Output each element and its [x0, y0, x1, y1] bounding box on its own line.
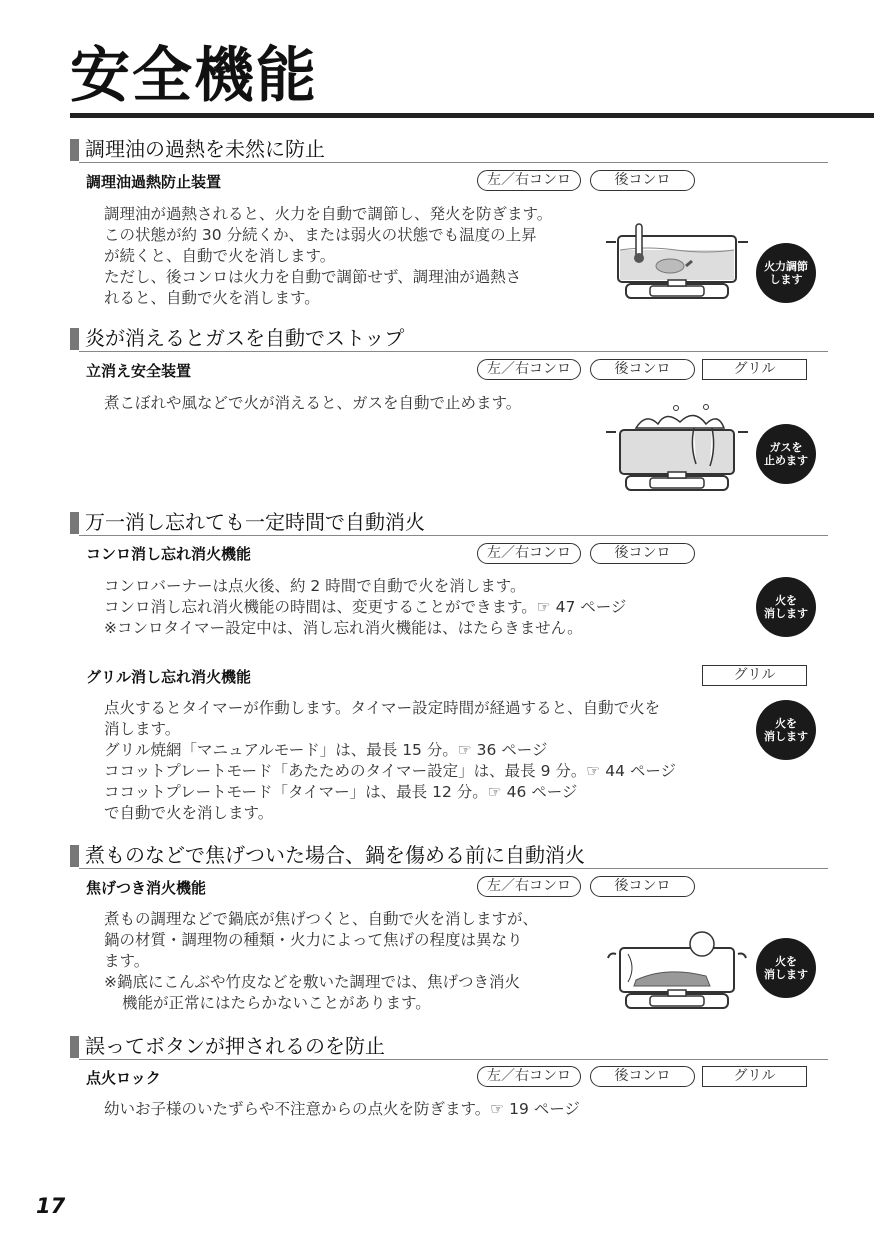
tag-rear-burner: 後コンロ	[590, 876, 695, 897]
tag-left-right-burner: 左／右コンロ	[477, 1066, 581, 1087]
section-5-text: 幼いお子様のいたずらや不注意からの点火を防ぎます。☞ 19 ページ	[104, 1100, 580, 1118]
tag-grill: グリル	[702, 1066, 807, 1087]
tag-rear-burner: 後コンロ	[590, 170, 695, 191]
status-badge-adjust-heat: 火力調節 します	[756, 243, 816, 303]
subheading-ignition-lock: 点火ロック	[86, 1069, 161, 1087]
heading-marker	[70, 512, 79, 534]
status-badge-extinguish-scorch: 火を 消します	[756, 938, 816, 998]
scorched-pot-illustration	[606, 924, 748, 1010]
section-heading-scorch-shutoff: 煮ものなどで焦げついた場合、鍋を傷める前に自動消火	[70, 842, 828, 870]
section-3-grill-text: 点火するとタイマーが作動します。タイマー設定時間が経過すると、自動で火を 消します。 グリル焼網「マニュアルモード」は、最長 15 分。☞ 36 ページ ココットプレートモード「あたためのタイマー設定」は、最長 9 分。☞ 44 ページ ココットプレートモード「タイマー」は、最長 12 分。☞ 46 ページ で自動で火を消します。	[104, 699, 677, 822]
subheading-grill-auto-shutoff: グリル消し忘れ消火機能	[86, 668, 252, 686]
subheading-burner-auto-shutoff: コンロ消し忘れ消火機能	[86, 545, 252, 563]
tag-rear-burner: 後コンロ	[590, 359, 695, 380]
section-1-text: 調理油が過熱されると、火力を自動で調節し、発火を防ぎます。 この状態が約 30 分続くか、または弱火の状態でも温度の上昇 が続くと、自動で火を消します。 ただし、後コンロは火力を自動で調節せず、調理油が過熱さ れると、自動で火を消します。	[104, 205, 553, 307]
tag-left-right-burner: 左／右コンロ	[477, 359, 581, 380]
page-title: 安全機能	[70, 41, 318, 111]
section-heading-oil-overheat: 調理油の過熱を未然に防止	[70, 136, 828, 164]
section-4-text: 煮もの調理などで鍋底が焦げつくと、自動で火を消しますが、 鍋の材質・調理物の種類・火力によって焦げの程度は異なり ます。 ※鍋底にこんぶや竹皮などを敷いた調理では、焦げつき消火 機能が正常にはたらかないことがあります。	[104, 910, 539, 1012]
section-heading-ignition-lock: 誤ってボタンが押されるのを防止	[70, 1033, 828, 1061]
status-badge-extinguish: 火を 消します	[756, 577, 816, 637]
section-3-text: コンロバーナーは点火後、約 2 時間で自動で火を消します。 コンロ消し忘れ消火機能の時間は、変更することができます。☞ 47 ページ ※コンロタイマー設定中は、消し忘れ消火機能は、はたらきません。	[104, 577, 627, 637]
boiling-over-pot-illustration	[606, 402, 748, 494]
heading-marker	[70, 328, 79, 350]
title-rule	[70, 113, 874, 118]
tag-grill: グリル	[702, 359, 807, 380]
status-badge-extinguish-grill: 火を 消します	[756, 700, 816, 760]
tag-rear-burner: 後コンロ	[590, 543, 695, 564]
section-heading-auto-shutoff: 万一消し忘れても一定時間で自動消火	[70, 509, 828, 537]
subheading-flame-failure-device: 立消え安全装置	[86, 362, 192, 380]
tag-left-right-burner: 左／右コンロ	[477, 170, 581, 191]
page-number: 17	[36, 1194, 66, 1218]
heading-marker	[70, 1036, 79, 1058]
oil-pot-on-burner-illustration	[606, 222, 748, 304]
section-heading-flame-failure: 炎が消えるとガスを自動でストップ	[70, 325, 828, 353]
tag-rear-burner: 後コンロ	[590, 1066, 695, 1087]
section-2-text: 煮こぼれや風などで火が消えると、ガスを自動で止めます。	[104, 394, 522, 412]
status-badge-stop-gas: ガスを 止めます	[756, 424, 816, 484]
subheading-oil-overheat-device: 調理油過熱防止装置	[86, 173, 222, 191]
tag-left-right-burner: 左／右コンロ	[477, 543, 581, 564]
subheading-scorch-shutoff: 焦げつき消火機能	[86, 879, 207, 897]
tag-grill: グリル	[702, 665, 807, 686]
heading-marker	[70, 845, 79, 867]
tag-left-right-burner: 左／右コンロ	[477, 876, 581, 897]
heading-marker	[70, 139, 79, 161]
